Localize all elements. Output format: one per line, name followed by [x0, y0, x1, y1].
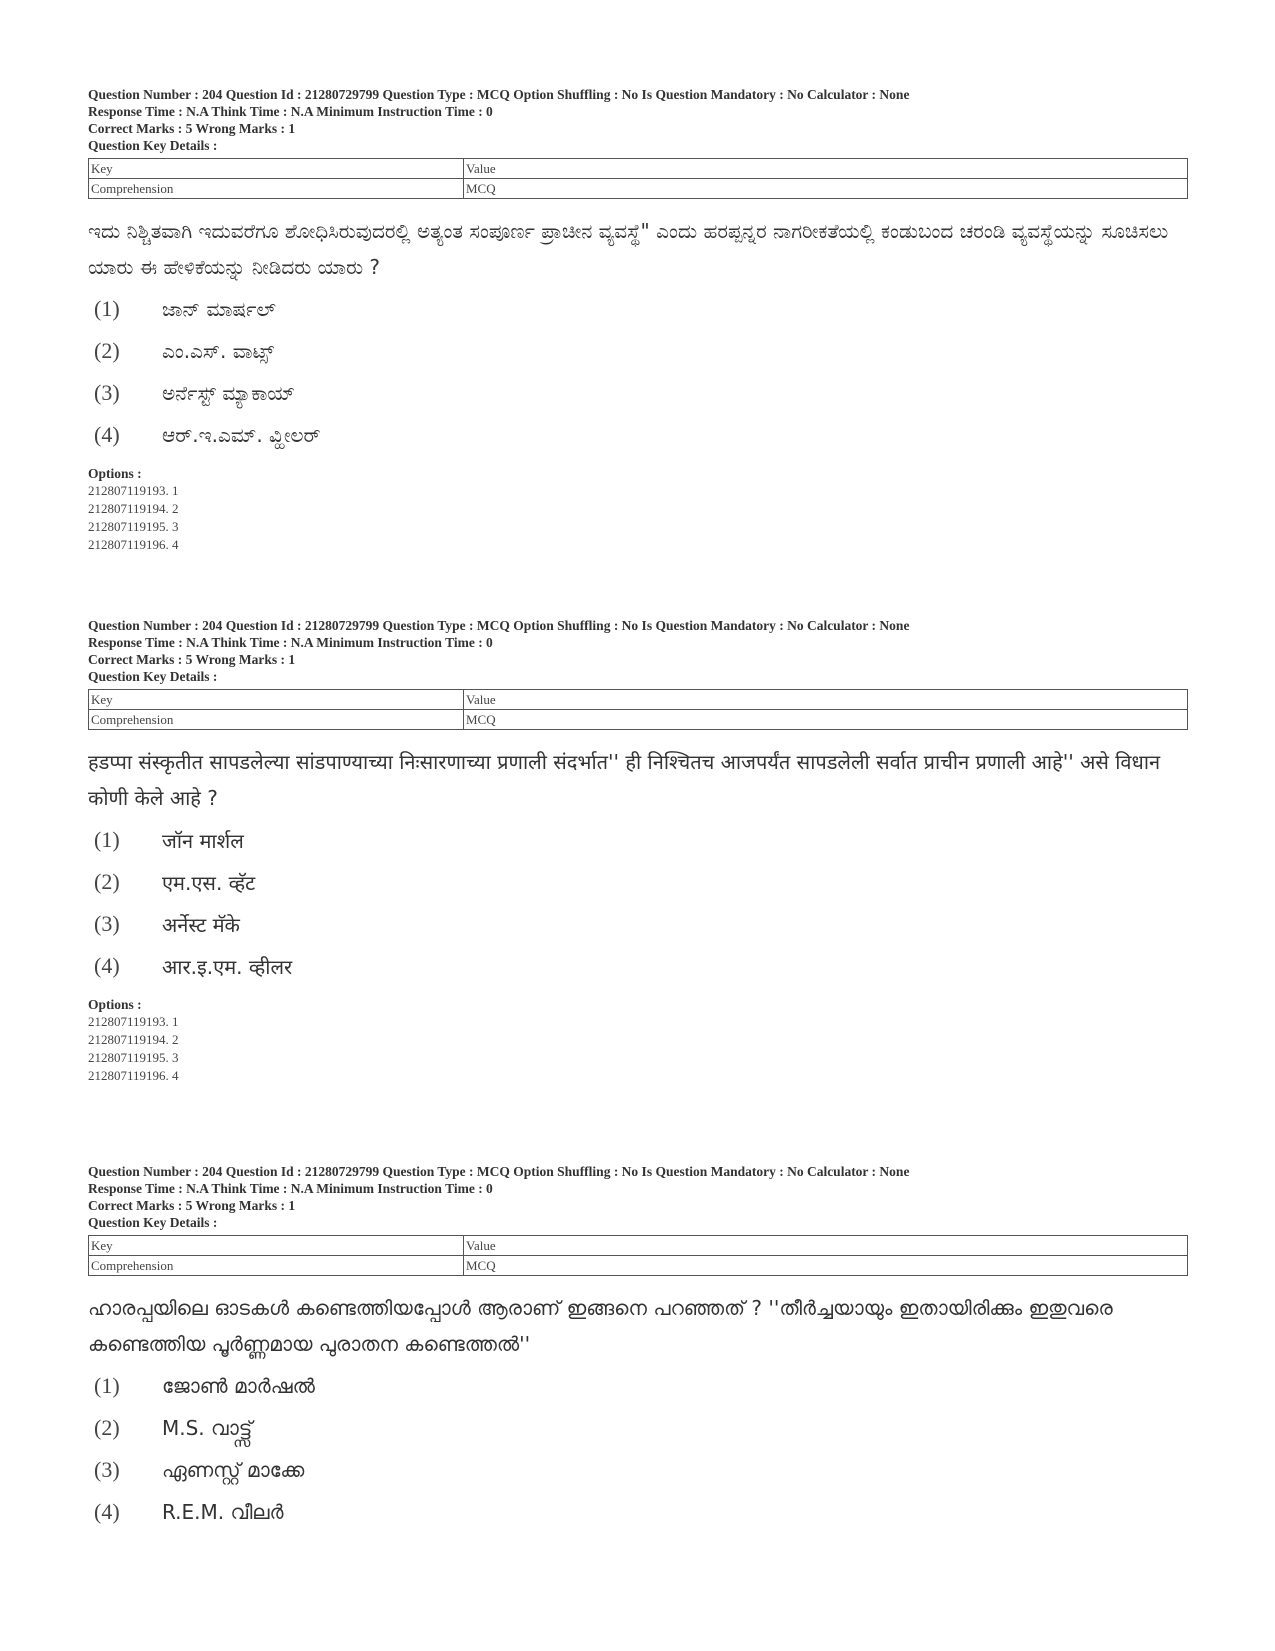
key-header: Key	[89, 1236, 464, 1256]
option-text: ഏണസ്റ്റ് മാക്കേ	[162, 1458, 305, 1482]
option-4	[88, 417, 1188, 453]
option-text: ಅರ್ನೆಸ್ಟ್ ಮ್ಯಾಕಾಯ್	[162, 381, 296, 405]
option-number: (4)	[94, 953, 120, 978]
table-row	[89, 1256, 1188, 1276]
question-key-table	[88, 1235, 1188, 1276]
question-timing-line: Response Time : N.A Think Time : N.A Minimum Instruction Time : 0	[88, 635, 493, 650]
option-text: ಜಾನ್ ಮಾರ್ಷಲ್	[162, 297, 276, 321]
option-1	[88, 1368, 1188, 1404]
question-text: ಇದು ನಿಶ್ಚಿತವಾಗಿ ಇದುವರೆಗೂ ಶೋಧಿಸಿರುವುದರಲ್ಲಿ ಅತ್ಯಂತ ಸಂಪೂರ್ಣ ಪ್ರಾಚೀನ ವ್ಯವಸ್ಥೆ" ಎಂದು ಹರಪ್ಪನ್ನರ ನಾಗರೀಕತೆಯಲ್ಲಿ ಕಂಡುಬಂದ ಚರಂಡಿ ವ್ಯವಸ್ಥೆಯನ್ನು ಸೂಚಿಸಲು ಯಾರು ಈ ಹೇಳಿಕೆಯನ್ನು ನೀಡಿದರು ಯಾರು ?	[88, 219, 1169, 279]
options-label: Options :	[88, 466, 142, 481]
table-header-row	[89, 690, 1188, 710]
question-marks: Correct Marks : 5 Wrong Marks : 1	[88, 121, 296, 136]
value-header: Value	[464, 159, 1188, 179]
key-header: Key	[89, 690, 464, 710]
question-key-table	[88, 158, 1188, 199]
option-number: (4)	[94, 422, 120, 447]
value-header: Value	[464, 1236, 1188, 1256]
question-block-3	[88, 1163, 1188, 1530]
option-id: 212807119194. 2	[88, 501, 179, 516]
options-label: Options :	[88, 997, 142, 1012]
question-meta-line: Question Number : 204 Question Id : 21280729799 Question Type : MCQ Option Shuffling : No Is Question Mandatory : No Calculator : None	[88, 1164, 910, 1179]
option-2	[88, 1410, 1188, 1446]
question-meta-line: Question Number : 204 Question Id : 21280729799 Question Type : MCQ Option Shuffling : No Is Question Mandatory : No Calculator : None	[88, 87, 910, 102]
option-number: (1)	[94, 1373, 120, 1398]
option-text: अर्नेस्ट मॅके	[162, 912, 240, 937]
option-4	[88, 948, 1188, 984]
key-cell: Comprehension	[89, 179, 464, 199]
question-meta-line: Question Number : 204 Question Id : 21280729799 Question Type : MCQ Option Shuffling : No Is Question Mandatory : No Calculator : None	[88, 618, 910, 633]
value-header: Value	[464, 690, 1188, 710]
option-number: (1)	[94, 827, 120, 852]
option-number: (2)	[94, 869, 120, 894]
option-text: R.E.M. വീലർ	[162, 1500, 284, 1524]
option-id: 212807119193. 1	[88, 483, 179, 498]
option-id: 212807119195. 3	[88, 519, 179, 534]
option-4	[88, 1494, 1188, 1530]
option-3	[88, 906, 1188, 942]
key-header: Key	[89, 159, 464, 179]
option-text: ಆರ್.ಇ.ಎಮ್. ವ್ಹೀಲರ್	[162, 423, 321, 447]
question-key-details-label: Question Key Details :	[88, 669, 218, 684]
option-number: (4)	[94, 1499, 120, 1524]
option-number: (3)	[94, 911, 120, 936]
question-block-2	[88, 617, 1188, 1085]
option-text: ಎಂ.ಎಸ್. ವಾಟ್ಸ್	[162, 339, 275, 363]
question-text: ഹാരപ്പയിലെ ഓടകൾ കണ്ടെത്തിയപ്പോൾ ആരാണ് ഇങ്ങനെ പറഞ്ഞത് ? ''തീർച്ചയായും ഇതായിരിക്കും ഇതുവരെ കണ്ടെത്തിയ പൂർണ്ണമായ പുരാതന കണ്ടെത്തൽ''	[88, 1296, 1113, 1356]
option-id: 212807119195. 3	[88, 1050, 179, 1065]
key-cell: Comprehension	[89, 710, 464, 730]
table-header-row	[89, 1236, 1188, 1256]
option-id: 212807119194. 2	[88, 1032, 179, 1047]
option-text: M.S. വാട്ട്സ്	[162, 1416, 253, 1440]
question-key-details-label: Question Key Details :	[88, 1215, 218, 1230]
option-3	[88, 1452, 1188, 1488]
table-row	[89, 179, 1188, 199]
option-text: आर.इ.एम. व्हीलर	[162, 954, 293, 979]
value-cell: MCQ	[464, 710, 1188, 730]
question-timing-line: Response Time : N.A Think Time : N.A Minimum Instruction Time : 0	[88, 104, 493, 119]
question-block-1	[88, 86, 1188, 554]
option-text: ജോൺ മാർഷൽ	[162, 1374, 315, 1398]
option-2	[88, 864, 1188, 900]
question-marks: Correct Marks : 5 Wrong Marks : 1	[88, 1198, 296, 1213]
table-header-row	[89, 159, 1188, 179]
option-number: (2)	[94, 338, 120, 363]
question-key-table	[88, 689, 1188, 730]
option-text: एम.एस. व्हॅट	[162, 870, 256, 895]
option-number: (1)	[94, 296, 120, 321]
option-id: 212807119193. 1	[88, 1014, 179, 1029]
option-number: (3)	[94, 1457, 120, 1482]
value-cell: MCQ	[464, 1256, 1188, 1276]
option-2	[88, 333, 1188, 369]
option-1	[88, 822, 1188, 858]
option-number: (2)	[94, 1415, 120, 1440]
question-marks: Correct Marks : 5 Wrong Marks : 1	[88, 652, 296, 667]
question-key-details-label: Question Key Details :	[88, 138, 218, 153]
key-cell: Comprehension	[89, 1256, 464, 1276]
question-text: हडप्पा संस्कृतीत सापडलेल्या सांडपाण्याच्या निःसारणाच्या प्रणाली संदर्भात'' ही निश्चितच आजपर्यंत सापडलेली सर्वात प्राचीन प्रणाली आहे'' असे विधान कोणी केले आहे ?	[88, 750, 1161, 810]
option-1	[88, 291, 1188, 327]
value-cell: MCQ	[464, 179, 1188, 199]
option-number: (3)	[94, 380, 120, 405]
option-id: 212807119196. 4	[88, 1068, 179, 1083]
option-text: जॉन मार्शल	[162, 828, 244, 853]
option-3	[88, 375, 1188, 411]
table-row	[89, 710, 1188, 730]
option-id: 212807119196. 4	[88, 537, 179, 552]
question-timing-line: Response Time : N.A Think Time : N.A Minimum Instruction Time : 0	[88, 1181, 493, 1196]
